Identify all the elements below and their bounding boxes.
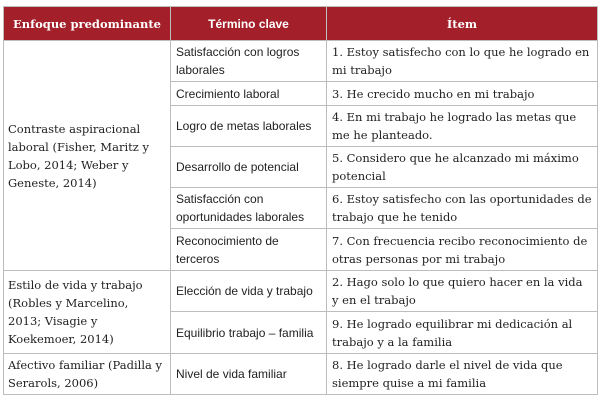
header-item: Ítem xyxy=(327,7,598,41)
termino-cell: Reconocimiento de terceros xyxy=(171,229,327,271)
enfoque-cell: Afectivo familiar (Padilla y Serarols, 2006) xyxy=(4,354,171,395)
termino-cell: Crecimiento laboral xyxy=(171,82,327,106)
termino-cell: Logro de metas laborales xyxy=(171,106,327,147)
item-cell: 7. Con frecuencia recibo reconocimiento de otras personas por mi trabajo xyxy=(327,229,598,271)
header-row xyxy=(4,7,598,41)
items-table xyxy=(3,6,598,395)
table-row xyxy=(4,271,598,312)
header-enfoque: Enfoque predominante xyxy=(4,7,171,41)
termino-cell: Desarrollo de potencial xyxy=(171,147,327,188)
termino-cell: Equilibrio trabajo – familia xyxy=(171,312,327,354)
item-cell: 6. Estoy satisfecho con las oportunidades de trabajo que he tenido xyxy=(327,188,598,229)
termino-cell: Elección de vida y trabajo xyxy=(171,271,327,312)
item-cell: 1. Estoy satisfecho con lo que he logrado en mi trabajo xyxy=(327,41,598,82)
item-cell: 4. En mi trabajo he logrado las metas que me he planteado. xyxy=(327,106,598,147)
enfoque-cell: Contraste aspiracional laboral (Fisher, Maritz y Lobo, 2014; Weber y Geneste, 2014) xyxy=(4,41,171,271)
item-cell: 2. Hago solo lo que quiero hacer en la vida y en el trabajo xyxy=(327,271,598,312)
item-cell: 5. Considero que he alcanzado mi máximo potencial xyxy=(327,147,598,188)
enfoque-cell: Estilo de vida y trabajo (Robles y Marcelino, 2013; Visagie y Koekemoer, 2014) xyxy=(4,271,171,354)
item-cell: 9. He logrado equilibrar mi dedicación al trabajo y a la familia xyxy=(327,312,598,354)
item-cell: 8. He logrado darle el nivel de vida que siempre quise a mi familia xyxy=(327,354,598,395)
table-row xyxy=(4,41,598,82)
termino-cell: Satisfacción con logros laborales xyxy=(171,41,327,82)
table-row xyxy=(4,354,598,395)
termino-cell: Nivel de vida familiar xyxy=(171,354,327,395)
header-termino: Término clave xyxy=(171,7,327,41)
termino-cell: Satisfacción con oportunidades laborales xyxy=(171,188,327,229)
item-cell: 3. He crecido mucho en mi trabajo xyxy=(327,82,598,106)
